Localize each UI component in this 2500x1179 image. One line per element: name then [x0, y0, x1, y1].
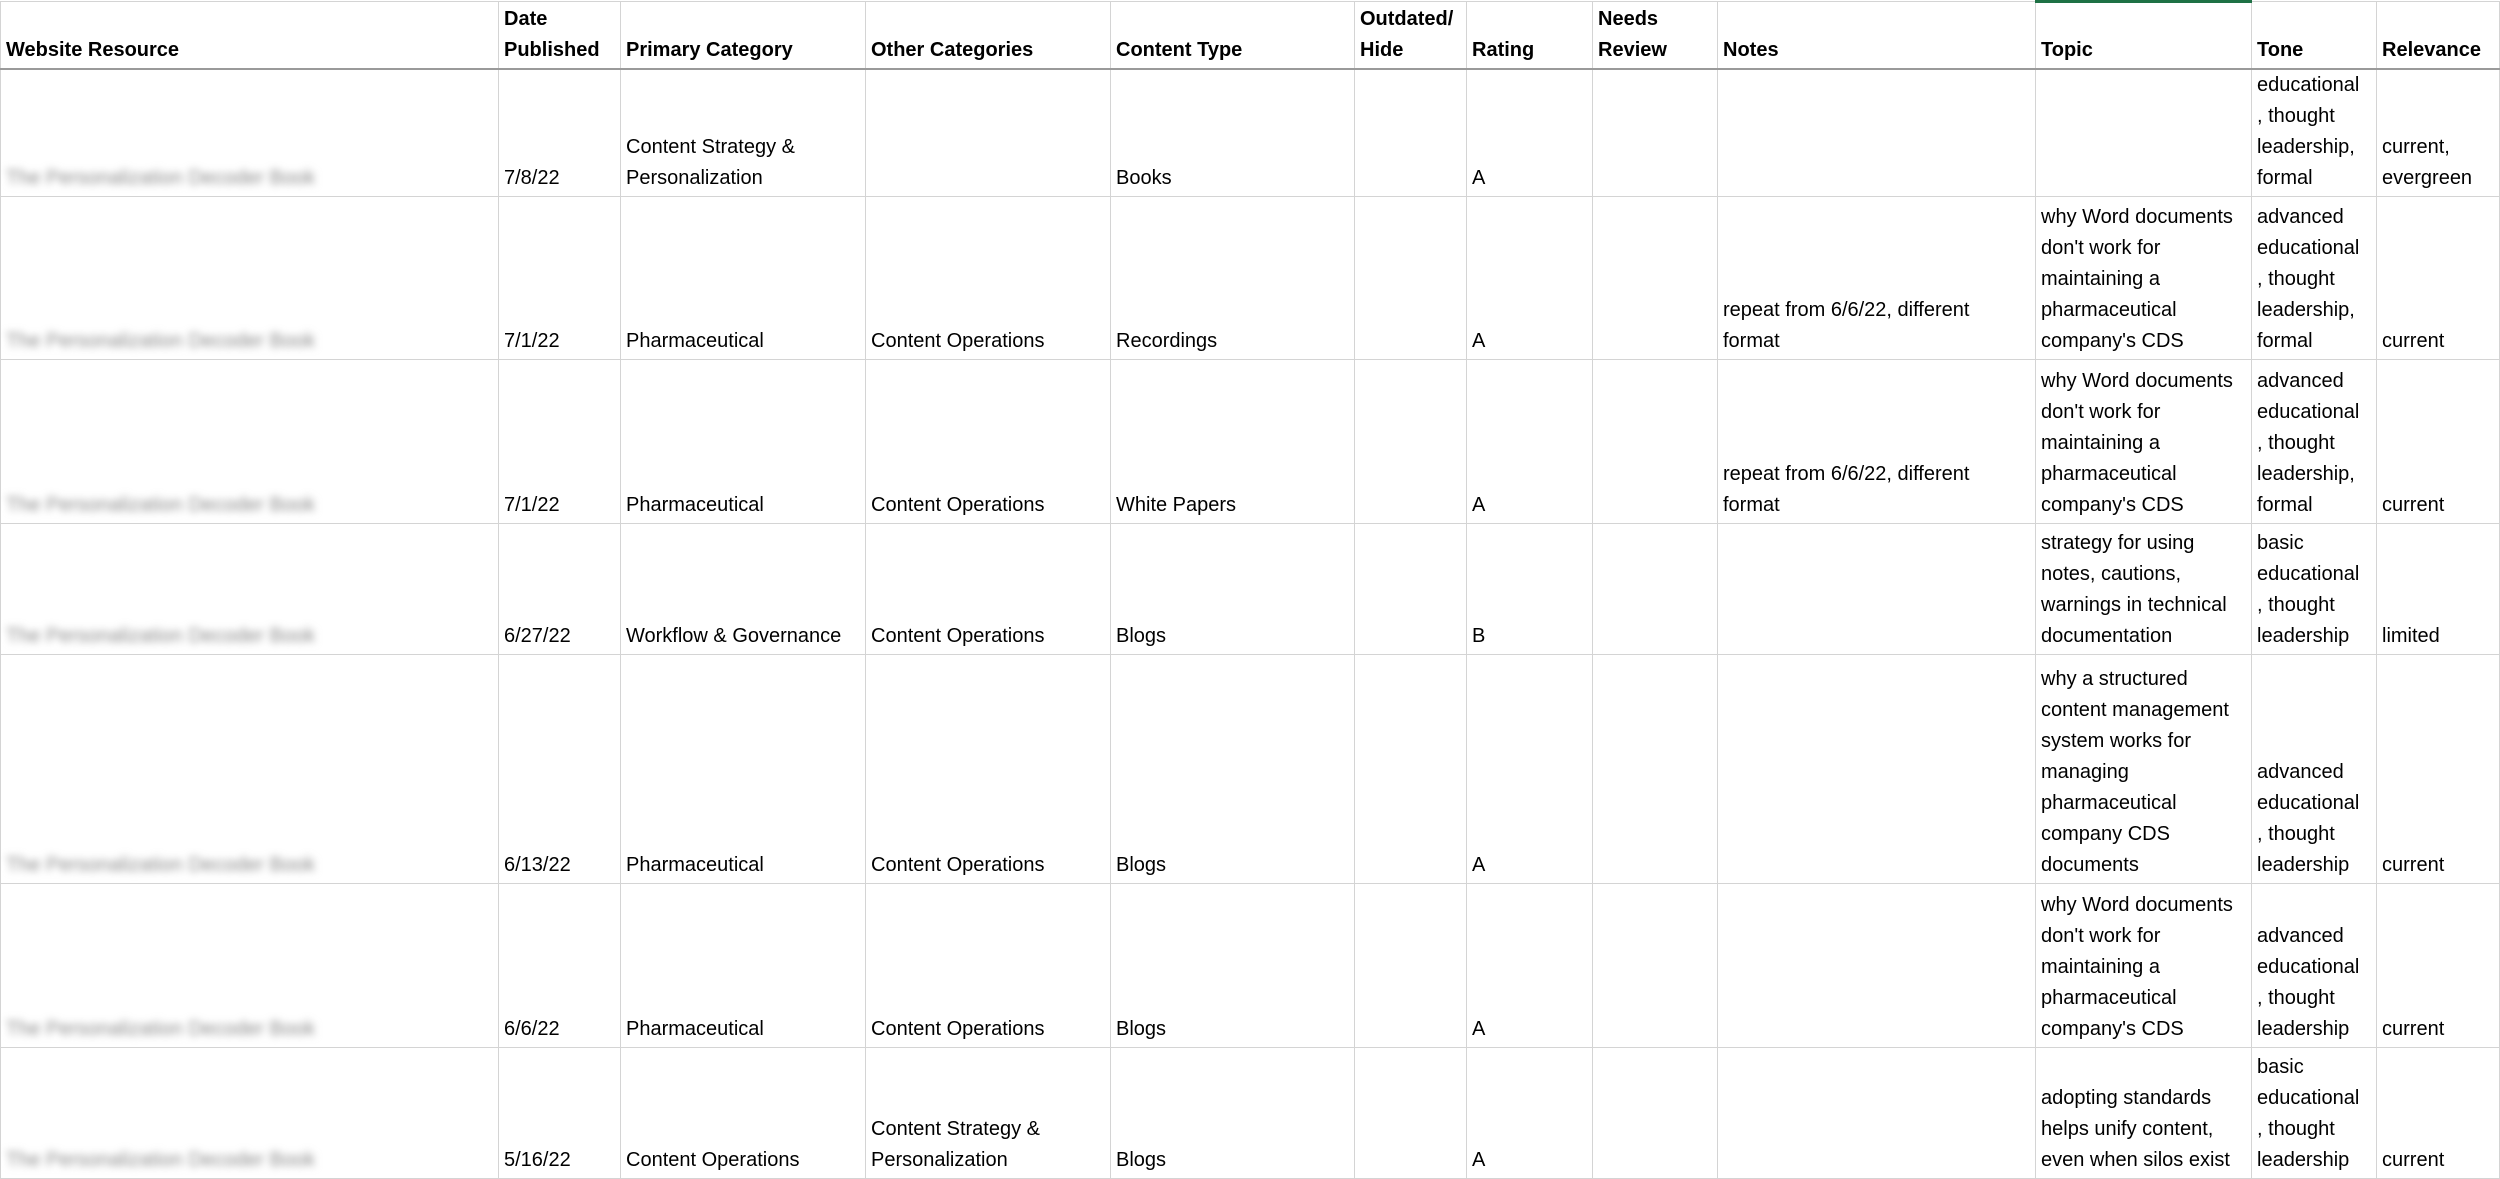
website-resource-cell[interactable] [1, 655, 499, 884]
needs-review-cell[interactable] [1593, 884, 1718, 1048]
content-type-cell[interactable]: Recordings [1111, 197, 1355, 360]
column-header-outdated-hide[interactable]: Outdated/ Hide [1355, 2, 1467, 70]
primary-category-cell[interactable]: Content Operations [621, 1048, 866, 1179]
notes-cell[interactable] [1718, 884, 2036, 1048]
other-categories-cell[interactable]: Content Strategy & Personalization [866, 1048, 1111, 1179]
notes-cell[interactable]: repeat from 6/6/22, different format [1718, 197, 2036, 360]
tone-cell[interactable]: basic educational , thought leadership [2252, 1048, 2377, 1179]
website-resource-cell[interactable] [1, 1048, 499, 1179]
content-type-cell[interactable]: Blogs [1111, 1048, 1355, 1179]
primary-category-cell[interactable]: Pharmaceutical [621, 655, 866, 884]
tone-cell[interactable]: educational , thought leadership, formal [2252, 69, 2377, 197]
topic-cell[interactable]: strategy for using notes, cautions, warnings in technical documentation [2036, 524, 2252, 655]
outdated-hide-cell[interactable] [1355, 360, 1467, 524]
topic-cell[interactable] [2036, 69, 2252, 197]
topic-cell[interactable]: why a structured content management system works for managing pharmaceutical company CDS documents [2036, 655, 2252, 884]
outdated-hide-cell[interactable] [1355, 69, 1467, 197]
other-categories-cell[interactable]: Content Operations [866, 197, 1111, 360]
content-type-cell[interactable]: Blogs [1111, 655, 1355, 884]
blurred-resource-link[interactable]: The Personalization Decoder Book [6, 1149, 316, 1171]
column-header-content-type[interactable]: Content Type [1111, 2, 1355, 70]
outdated-hide-cell[interactable] [1355, 197, 1467, 360]
date-published-cell[interactable]: 6/13/22 [499, 655, 621, 884]
other-categories-cell[interactable]: Content Operations [866, 524, 1111, 655]
column-header-rating[interactable]: Rating [1467, 2, 1593, 70]
column-header-notes[interactable]: Notes [1718, 2, 2036, 70]
date-published-cell[interactable]: 7/1/22 [499, 197, 621, 360]
date-published-cell[interactable]: 7/8/22 [499, 69, 621, 197]
notes-cell[interactable] [1718, 524, 2036, 655]
tone-cell[interactable]: basic educational , thought leadership [2252, 524, 2377, 655]
table-row [1, 197, 2500, 360]
rating-cell[interactable]: B [1467, 524, 1593, 655]
rating-cell[interactable]: A [1467, 655, 1593, 884]
other-categories-cell[interactable]: Content Operations [866, 655, 1111, 884]
notes-cell[interactable]: repeat from 6/6/22, different format [1718, 360, 2036, 524]
needs-review-cell[interactable] [1593, 1048, 1718, 1179]
website-resource-cell[interactable] [1, 884, 499, 1048]
date-published-cell[interactable]: 6/6/22 [499, 884, 621, 1048]
table-row [1, 884, 2500, 1048]
website-resource-cell[interactable] [1, 197, 499, 360]
content-type-cell[interactable]: Blogs [1111, 884, 1355, 1048]
date-published-cell[interactable]: 7/1/22 [499, 360, 621, 524]
blurred-resource-link[interactable]: The Personalization Decoder Book [6, 494, 316, 516]
column-header-tone[interactable]: Tone [2252, 2, 2377, 70]
tone-cell[interactable]: advanced educational , thought leadership, formal [2252, 360, 2377, 524]
needs-review-cell[interactable] [1593, 69, 1718, 197]
rating-cell[interactable]: A [1467, 197, 1593, 360]
table-row [1, 360, 2500, 524]
relevance-cell[interactable]: current, evergreen [2377, 69, 2500, 197]
relevance-cell[interactable]: current [2377, 197, 2500, 360]
header-row [1, 2, 2500, 70]
content-type-cell[interactable]: Blogs [1111, 524, 1355, 655]
needs-review-cell[interactable] [1593, 524, 1718, 655]
primary-category-cell[interactable]: Pharmaceutical [621, 884, 866, 1048]
other-categories-cell[interactable]: Content Operations [866, 360, 1111, 524]
table-row [1, 524, 2500, 655]
website-resource-cell[interactable] [1, 360, 499, 524]
needs-review-cell[interactable] [1593, 360, 1718, 524]
blurred-resource-link[interactable]: The Personalization Decoder Book [6, 1018, 316, 1040]
rating-cell[interactable]: A [1467, 1048, 1593, 1179]
notes-cell[interactable] [1718, 69, 2036, 197]
column-header-primary-category[interactable]: Primary Category [621, 2, 866, 70]
notes-cell[interactable] [1718, 655, 2036, 884]
primary-category-cell[interactable]: Content Strategy & Personalization [621, 69, 866, 197]
topic-cell[interactable]: why Word documents don't work for maintaining a pharmaceutical company's CDS [2036, 197, 2252, 360]
column-header-topic[interactable]: Topic [2036, 2, 2252, 70]
column-header-other-categories[interactable]: Other Categories [866, 2, 1111, 70]
relevance-cell[interactable]: current [2377, 655, 2500, 884]
relevance-cell[interactable]: current [2377, 360, 2500, 524]
primary-category-cell[interactable]: Pharmaceutical [621, 197, 866, 360]
column-header-relevance[interactable]: Relevance [2377, 2, 2500, 70]
needs-review-cell[interactable] [1593, 197, 1718, 360]
outdated-hide-cell[interactable] [1355, 884, 1467, 1048]
content-type-cell[interactable]: White Papers [1111, 360, 1355, 524]
topic-cell[interactable]: why Word documents don't work for maintaining a pharmaceutical company's CDS [2036, 884, 2252, 1048]
date-published-cell[interactable]: 6/27/22 [499, 524, 621, 655]
blurred-resource-link[interactable]: The Personalization Decoder Book [6, 167, 316, 189]
website-resource-cell[interactable] [1, 69, 499, 197]
topic-cell[interactable]: why Word documents don't work for maintaining a pharmaceutical company's CDS [2036, 360, 2252, 524]
content-type-cell[interactable]: Books [1111, 69, 1355, 197]
rating-cell[interactable]: A [1467, 360, 1593, 524]
outdated-hide-cell[interactable] [1355, 524, 1467, 655]
other-categories-cell[interactable]: Content Operations [866, 884, 1111, 1048]
table-row [1, 655, 2500, 884]
column-header-needs-review[interactable]: Needs Review [1593, 2, 1718, 70]
website-resource-cell[interactable] [1, 524, 499, 655]
topic-cell[interactable]: adopting standards helps unify content, even when silos exist [2036, 1048, 2252, 1179]
blurred-resource-link[interactable]: The Personalization Decoder Book [6, 330, 316, 352]
tone-cell[interactable]: advanced educational , thought leadership, formal [2252, 197, 2377, 360]
blurred-resource-link[interactable]: The Personalization Decoder Book [6, 625, 316, 647]
needs-review-cell[interactable] [1593, 655, 1718, 884]
outdated-hide-cell[interactable] [1355, 655, 1467, 884]
column-header-website-resource[interactable]: Website Resource [1, 2, 499, 70]
primary-category-cell[interactable]: Pharmaceutical [621, 360, 866, 524]
blurred-resource-link[interactable]: The Personalization Decoder Book [6, 854, 316, 876]
rating-cell[interactable]: A [1467, 69, 1593, 197]
primary-category-cell[interactable]: Workflow & Governance [621, 524, 866, 655]
relevance-cell[interactable]: limited [2377, 524, 2500, 655]
date-published-cell[interactable]: 5/16/22 [499, 1048, 621, 1179]
relevance-cell[interactable]: current [2377, 884, 2500, 1048]
rating-cell[interactable]: A [1467, 884, 1593, 1048]
tone-cell[interactable]: advanced educational , thought leadership [2252, 655, 2377, 884]
table-row [1, 1048, 2500, 1179]
tone-cell[interactable]: advanced educational , thought leadership [2252, 884, 2377, 1048]
relevance-cell[interactable]: current [2377, 1048, 2500, 1179]
table-row [1, 69, 2500, 197]
outdated-hide-cell[interactable] [1355, 1048, 1467, 1179]
other-categories-cell[interactable] [866, 69, 1111, 197]
column-header-date-published[interactable]: Date Published [499, 2, 621, 70]
notes-cell[interactable] [1718, 1048, 2036, 1179]
